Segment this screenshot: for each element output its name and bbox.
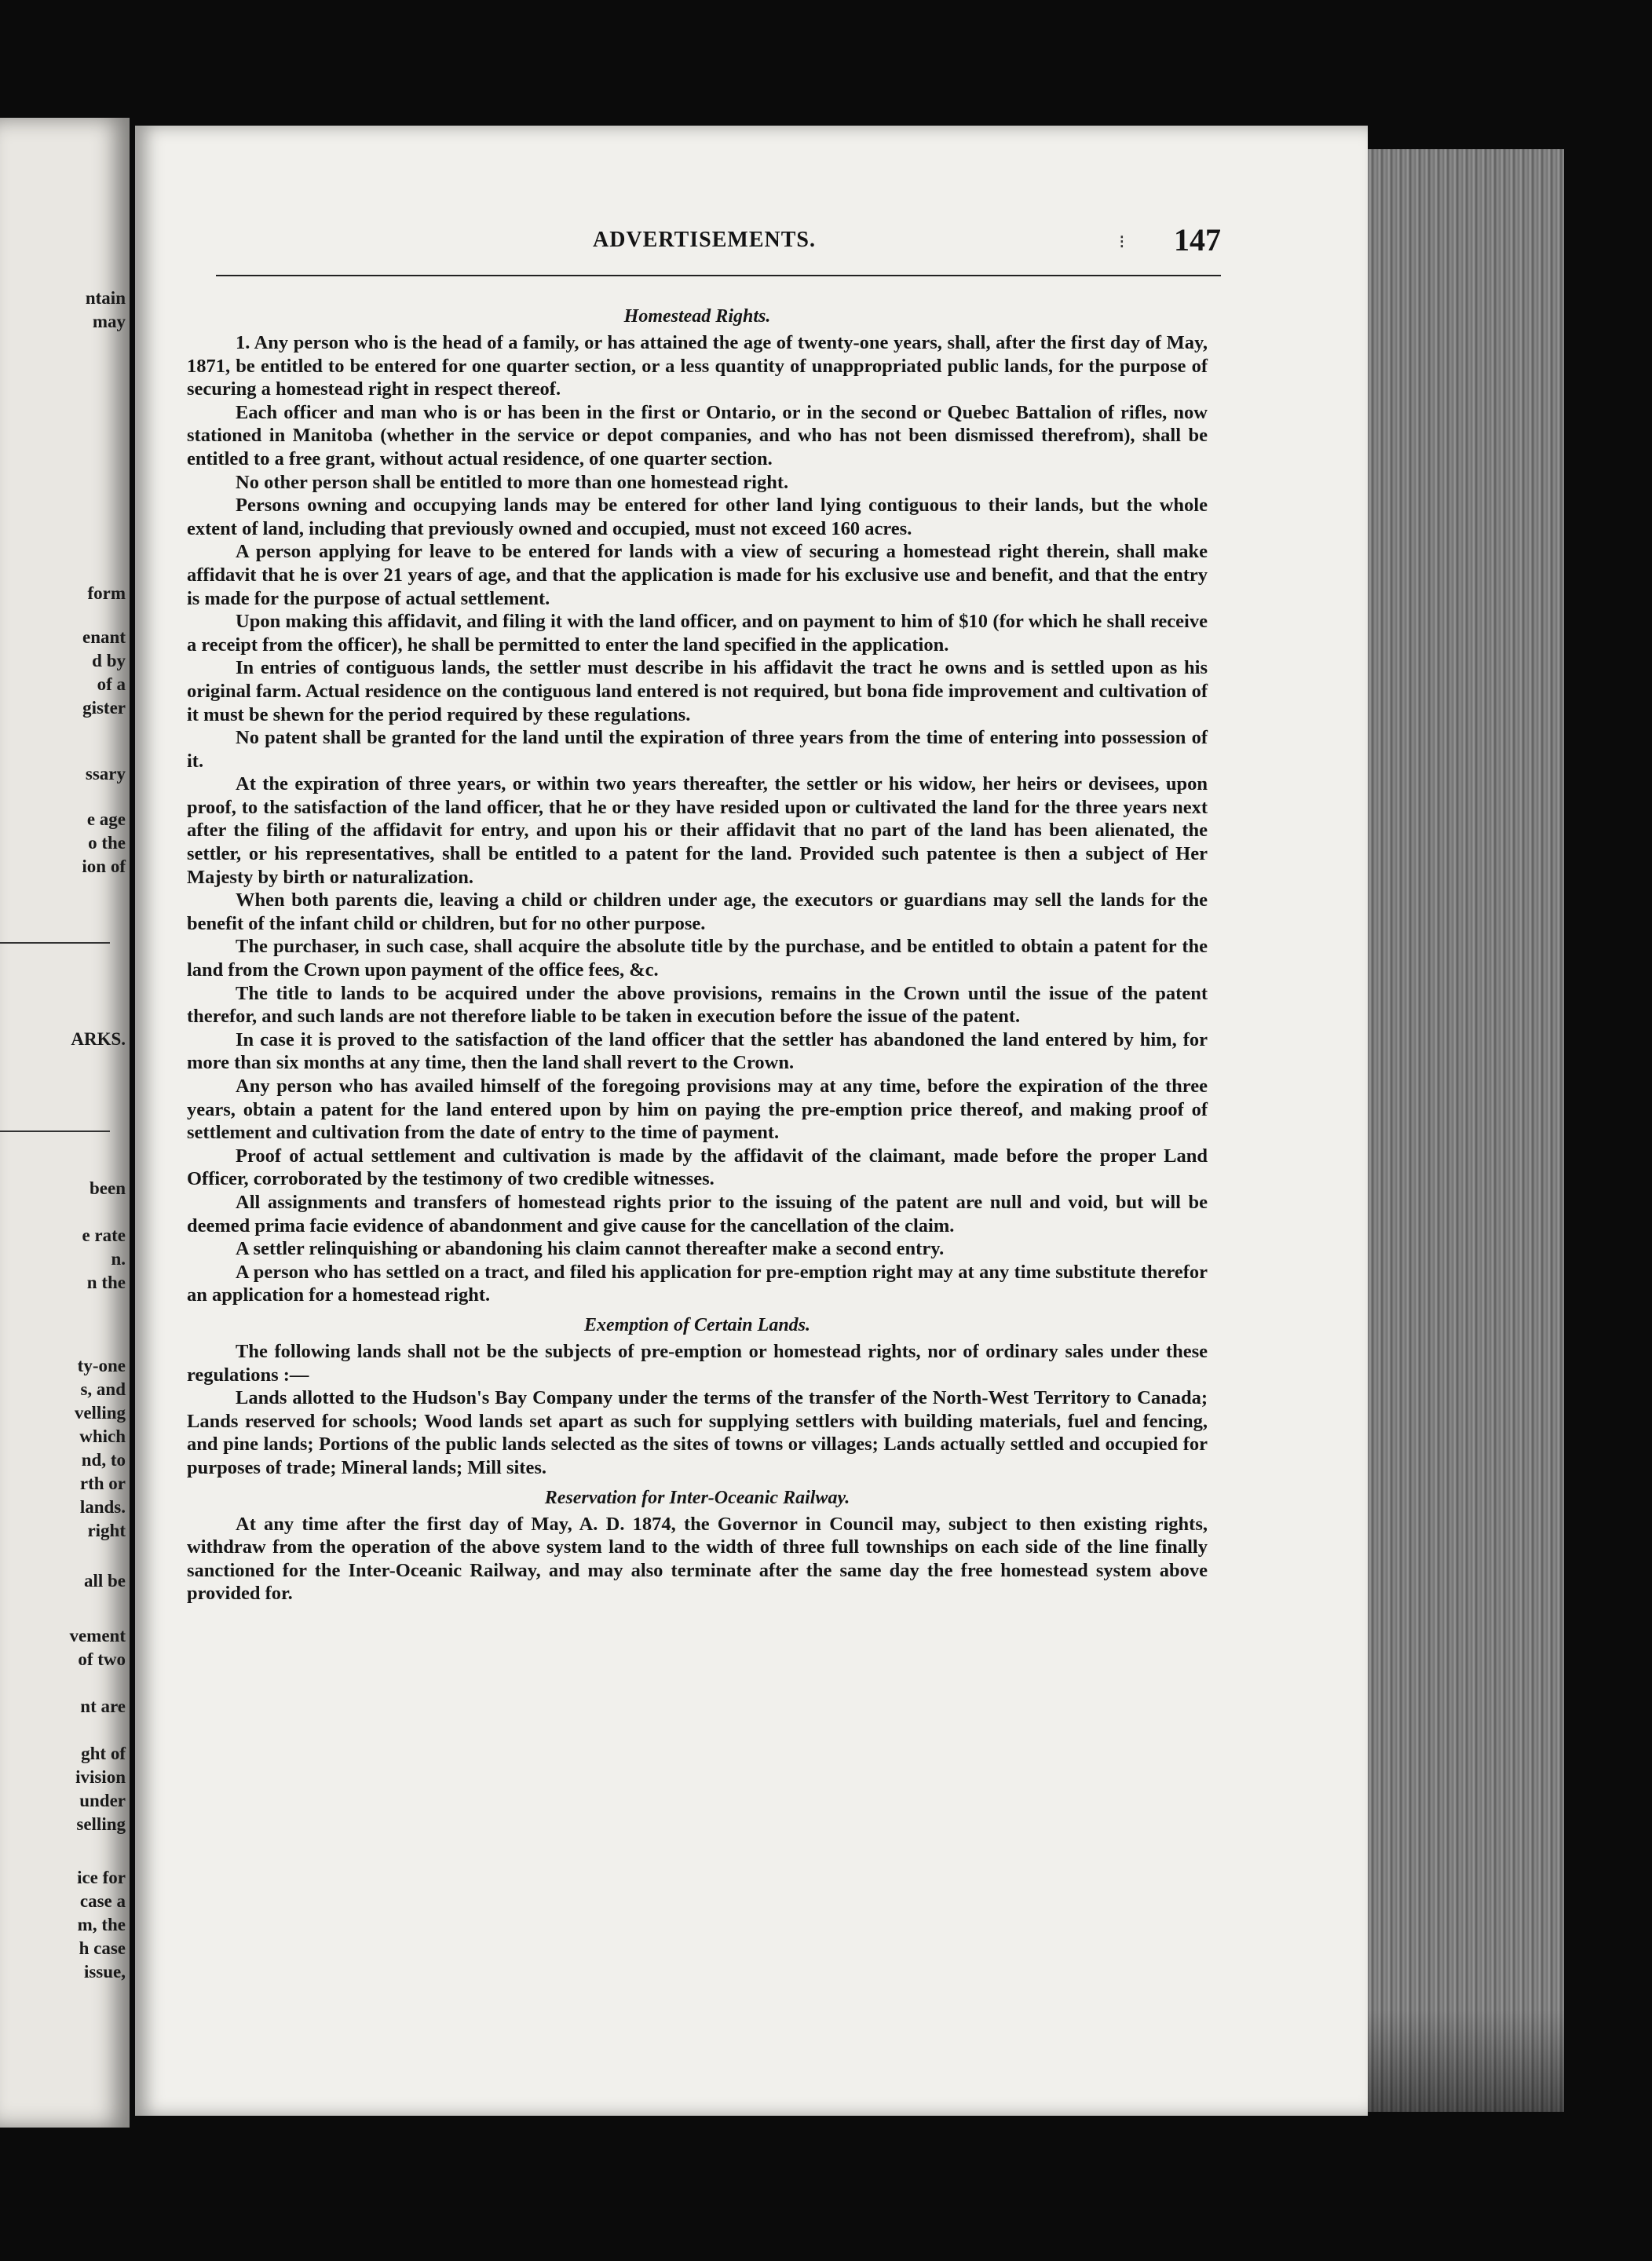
left-text-line: h case xyxy=(79,1938,126,1958)
paragraph: When both parents die, leaving a child or children under age, the executors or guardians may sell the lands for the benefit of the infant child or children, but for no other purpose. xyxy=(187,889,1208,934)
left-text-line: ARKS. xyxy=(71,1029,126,1049)
left-text-line: selling xyxy=(76,1814,126,1834)
left-text-line: ty-one xyxy=(77,1356,126,1375)
left-text-line: n the xyxy=(86,1273,126,1292)
left-text-line: ssary xyxy=(85,764,126,783)
paragraph: A person applying for leave to be entered for lands with a view of securing a homestead right therein, shall make affidavit that he is over 21 years of age, and that the application is made for his exclusive use and benefit, and that the entry is made for the purpose of actual settlement. xyxy=(187,541,1208,609)
running-title: ADVERTISEMENTS. xyxy=(593,228,816,252)
paragraph: Persons owning and occupying lands may be entered for other land lying contiguous to their lands, but the whole extent of land, including that previously owned and occupied, must not exceed 160 acres. xyxy=(187,495,1208,539)
left-text-line: vement xyxy=(69,1626,126,1646)
left-text-line: under xyxy=(79,1791,126,1810)
left-text-line: lands. xyxy=(79,1497,126,1517)
section-heading-exemption: Exemption of Certain Lands. xyxy=(583,1314,811,1335)
page-number: 147 xyxy=(1174,222,1221,258)
paragraph: A person who has settled on a tract, and filed his application for pre-emption right may at any time substitute therefor an application for a homestead right. xyxy=(187,1261,1208,1306)
left-text-line: issue, xyxy=(83,1962,126,1982)
left-text-line: s, and xyxy=(80,1379,126,1399)
page-edge-block xyxy=(1368,149,1564,2112)
left-text-line: ivision xyxy=(75,1767,126,1787)
left-text-line: gister xyxy=(82,698,126,718)
left-text-line: may xyxy=(92,312,126,331)
section-heading-reservation: Reservation for Inter-Oceanic Railway. xyxy=(544,1487,850,1508)
paragraph: In case it is proved to the satisfaction of the land officer that the settler has abandoned the land entered by him, for more than six months at any time, then the land shall revert to the Crown. xyxy=(187,1028,1208,1074)
left-text-line: nd, to xyxy=(81,1450,126,1470)
paragraph: 1. Any person who is the head of a family, or has attained the age of twenty-one years, shall, after the first day of May, 1871, be entitled to be entered for one quarter section, or a less quantity of unappropriated public lands, for the purpose of securing a homestead right in respect thereof. xyxy=(187,332,1208,400)
left-text-line: nt are xyxy=(80,1697,126,1716)
header-rule xyxy=(216,275,1221,276)
left-text-line: ion of xyxy=(82,857,126,876)
paragraph: No patent shall be granted for the land until the expiration of three years from the time of entering into possession of it. xyxy=(187,727,1208,772)
page-body xyxy=(187,298,1208,1605)
left-text-line: ice for xyxy=(77,1868,126,1887)
left-text-line: case a xyxy=(79,1891,126,1911)
paragraph: The title to lands to be acquired under the above provisions, remains in the Crown until the issue of the patent therefor, and such lands are not therefore liable to be taken in execution before the issue of the patent. xyxy=(187,982,1208,1028)
page-edge-shadow xyxy=(1368,2010,1564,2112)
left-text-line: ght of xyxy=(81,1744,126,1763)
left-text-line: been xyxy=(90,1178,126,1198)
left-text-line: of two xyxy=(78,1649,126,1669)
paragraph: A settler relinquishing or abandoning his claim cannot thereafter make a second entry. xyxy=(236,1238,945,1260)
left-text-line: form xyxy=(87,583,126,603)
left-text-line: e rate xyxy=(82,1225,126,1245)
paragraph: At the expiration of three years, or within two years thereafter, the settler or his widow, her heirs or devisees, upon proof, to the satisfaction of the land officer, that he or they have resided upon or cultivated the land for the three years next after the filing of the affidavit for entry, and upon his or their affidavit that no part of the land has been alienated, the settler, or his representatives, shall be entitled to a patent for the land. Provided such patentee is then a subject of Her Majesty by birth or naturalization. xyxy=(187,773,1208,888)
paragraph: All assignments and transfers of homestead rights prior to the issuing of the patent are null and void, but will be deemed prima facie evidence of abandonment and give cause for the cancellation of the claim. xyxy=(187,1191,1208,1236)
left-text-line: d by xyxy=(92,651,126,670)
paragraph: Proof of actual settlement and cultivation is made by the affidavit of the claimant, made before the proper Land Officer, corroborated by the testimony of two credible witnesses. xyxy=(187,1145,1208,1190)
paragraph: Upon making this affidavit, and filing it with the land officer, and on payment to him of $10 (for which he shall receive a receipt from the officer), he shall be permitted to enter the land specified in the application. xyxy=(187,611,1208,656)
left-text-line: o the xyxy=(88,833,126,853)
left-text-line: ntain xyxy=(85,288,126,308)
left-rule xyxy=(0,942,110,944)
paragraph: At any time after the first day of May, A. D. 1874, the Governor in Council may, subject to then existing rights, withdraw from the operation of the above system land to the width of three full townships on each side of the line finally sanctioned for the Inter-Oceanic Railway, and may also terminate after the same day the free homestead system above provided for. xyxy=(187,1513,1208,1605)
left-page xyxy=(0,118,130,2128)
paragraph: No other person shall be entitled to more than one homestead right. xyxy=(236,471,789,493)
left-text-line: e age xyxy=(86,809,126,829)
left-text-line: m, the xyxy=(77,1915,126,1934)
paragraph: Each officer and man who is or has been in the first or Ontario, or in the second or Quebec Battalion of rifles, now stationed in Manitoba (whether in the service or depot companies, and who has not been dismissed therefrom), shall be entitled to a free grant, without actual residence, of one quarter section. xyxy=(187,401,1208,469)
left-rule xyxy=(0,1130,110,1132)
left-text-line: rth or xyxy=(79,1474,126,1493)
left-text-line: right xyxy=(87,1521,126,1540)
left-text-line: which xyxy=(79,1426,126,1446)
left-text-line: n. xyxy=(111,1249,126,1269)
header-mark: ⁝ xyxy=(1119,231,1125,253)
left-text-line: velling xyxy=(74,1403,126,1423)
running-header xyxy=(216,222,1221,264)
paragraph: In entries of contiguous lands, the settler must describe in his affidavit the tract he owns and is settled upon as his original farm. Actual residence on the contiguous land entered is not required, but bona fide improvement and cultivation of it must be shewn for the period required by these regulations. xyxy=(187,657,1208,725)
paragraph: Any person who has availed himself of the foregoing provisions may at any time, before the expiration of the three years, obtain a patent for the land entered upon by him on paying the pre-emption price thereof, and making proof of settlement and cultivation from the date of entry to the time of payment. xyxy=(187,1076,1208,1144)
paragraph: The purchaser, in such case, shall acquire the absolute title by the purchase, and be entitled to obtain a patent for the land from the Crown upon payment of the office fees, &c. xyxy=(187,936,1208,981)
paragraph: Lands allotted to the Hudson's Bay Company under the terms of the transfer of the North-West Territory to Canada; Lands reserved for schools; Wood lands set apart as such for supplying settlers with building materials, fuel and fencing, and pine lands; Portions of the public lands selected as the sites of towns or villages; Lands actually settled and occupied for purposes of trade; Mineral lands; Mill sites. xyxy=(187,1387,1208,1478)
left-text-line: enant xyxy=(82,627,126,647)
section-heading-homestead: Homestead Rights. xyxy=(623,306,771,327)
paragraph: The following lands shall not be the subjects of pre-emption or homestead rights, nor of ordinary sales under these regulations :— xyxy=(187,1340,1208,1386)
left-text-line: of a xyxy=(97,674,126,694)
left-text-line: all be xyxy=(83,1571,126,1591)
